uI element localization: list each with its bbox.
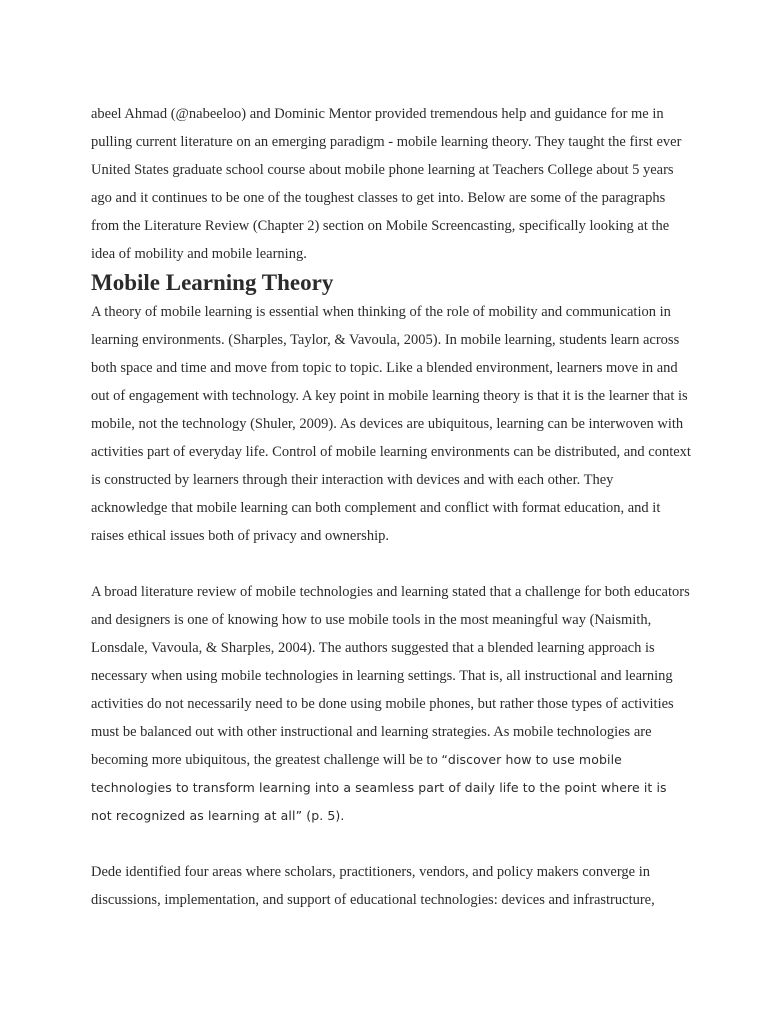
body-paragraph-1: A theory of mobile learning is essential when thinking of the role of mobility and communication in learning environments. (Sharples, Taylor, & Vavoula, 2005). In mobile learning, students learn across both space and time and move from topic to topic. Like a blended environment, learners move in and out of engagement with technology. A key point in mobile learning theory is that it is the learner that is mobile, not the technology (Shuler, 2009). As devices are ubiquitous, learning can be interwoven with activities part of everyday life. Control of mobile learning environments can be distributed, and context is constructed by learners through their interaction with devices and with each other. They acknowledge that mobile learning can both complement and conflict with format education, and it raises ethical issues both of privacy and ownership.: [91, 304, 691, 544]
body-paragraph-2-text: A broad literature review of mobile technologies and learning stated that a challenge for both educators and designers is one of knowing how to use mobile tools in the most meaningful way (Naismith, Lonsdale, Vavoula, & Sharples, 2004). The authors suggested that a blended learning approach is necessary when using mobile technologies in learning settings. That is, all instructional and learning activities do not necessarily need to be done using mobile phones, but rather those types of activities must be balanced out with other instructional and learning strategies. As mobile technologies are becoming more ubiquitous, the greatest challenge will be to: [91, 584, 690, 768]
quoted-passage: “discover how to use mobile technologies to transform learning into a seamless part of daily life to the point where it is not recognized as learning at all”: [91, 752, 667, 823]
body-paragraph-3: Dede identified four areas where scholars, practitioners, vendors, and policy makers converge in discussions, implementation, and support of educational technologies: devices and infrastructure,: [91, 864, 655, 908]
intro-paragraph: abeel Ahmad (@nabeeloo) and Dominic Mentor provided tremendous help and guidance for me in pulling current literature on an emerging paradigm - mobile learning theory. They taught the first ever United States graduate school course about mobile phone learning at Teachers College about 5 years ago and it continues to be one of the toughest classes to get into. Below are some of the paragraphs from the Literature Review (Chapter 2) section on Mobile Screencasting, specifically looking at the idea of mobility and mobile learning.: [91, 106, 682, 262]
page-citation: (p. 5).: [302, 808, 345, 823]
body-paragraph-2: [91, 578, 691, 830]
section-heading: Mobile Learning Theory: [91, 270, 334, 295]
document-body: [91, 100, 691, 914]
